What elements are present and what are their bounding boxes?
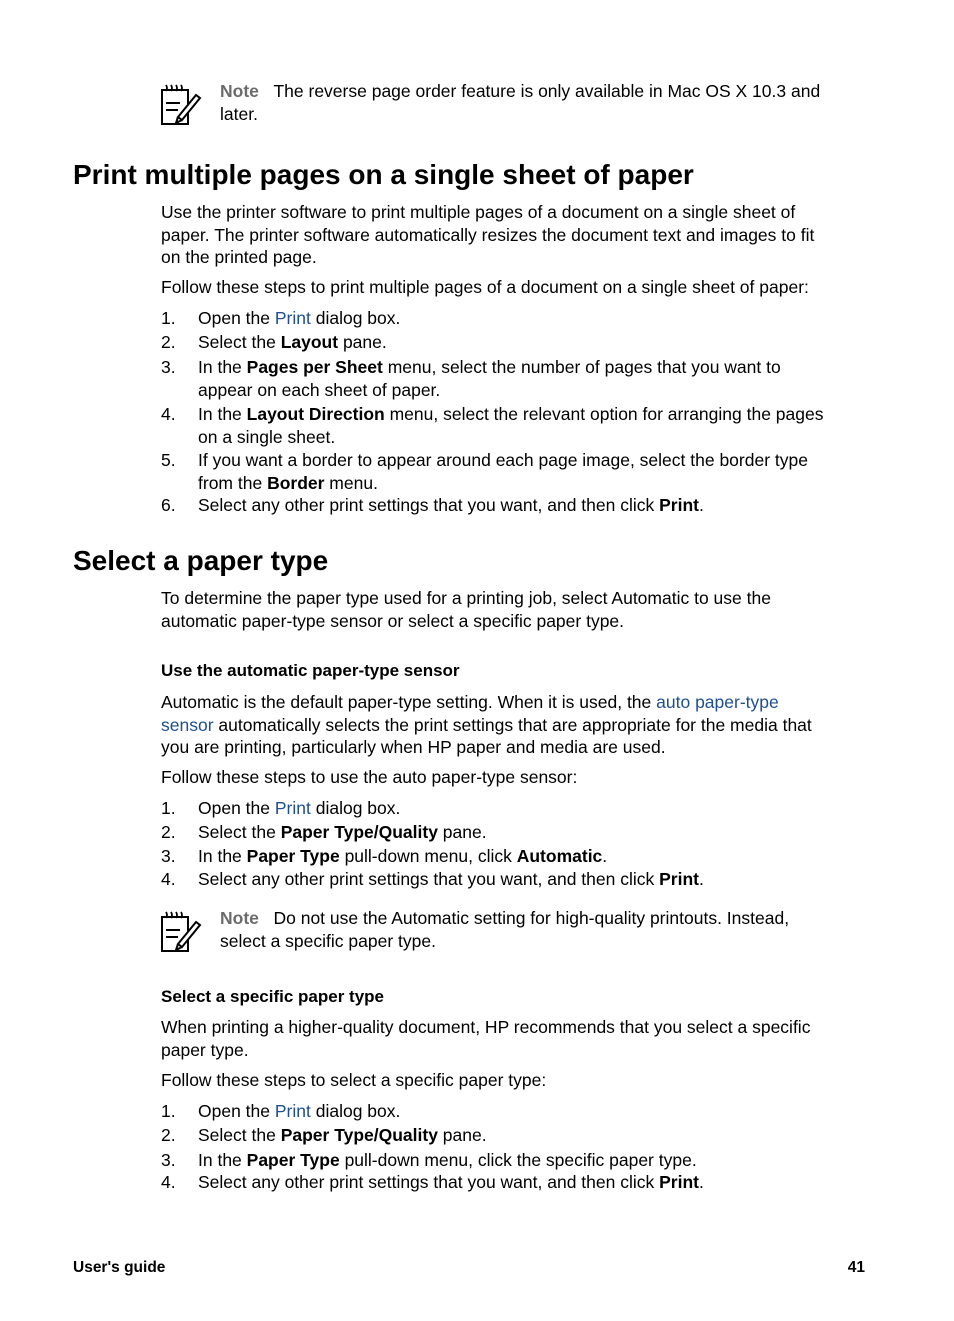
list-item — [198, 845, 863, 868]
list-item — [198, 821, 863, 844]
step-text: pane. — [437, 822, 487, 842]
step-number: 2. — [161, 1125, 176, 1145]
step-text: Open the — [198, 1101, 275, 1121]
paragraph-line: Use the printer software to print multiple pages of a document on a single sheet of — [161, 202, 796, 222]
note-label: Note — [220, 908, 259, 928]
step-text: Open the — [198, 308, 275, 328]
step-text: from the — [198, 472, 268, 493]
paragraph-line: When printing a higher-quality document, HP recommends that you select a specific — [161, 1017, 811, 1037]
note-pad-icon — [158, 910, 204, 956]
step-text: In the — [198, 1150, 247, 1170]
step-text: In the — [198, 357, 247, 377]
step-text: Select any other print settings that you want, and then click — [198, 495, 660, 515]
paragraph: Follow these steps to print multiple pages of a document on a single sheet of paper: — [161, 277, 809, 297]
note-text: The reverse page order feature is only available in Mac OS X 10.3 and — [273, 81, 821, 101]
step-number: 4. — [161, 1172, 176, 1192]
step-number: 1. — [161, 1101, 176, 1121]
step-bold: Pages per Sheet — [246, 357, 383, 377]
note-1 — [220, 80, 860, 125]
paragraph — [161, 201, 861, 269]
list-item — [198, 403, 863, 448]
step-number: 6. — [161, 495, 176, 515]
step-bold: Print — [659, 1172, 699, 1192]
paragraph: Follow these steps to select a specific paper type: — [161, 1070, 547, 1090]
list-item — [198, 331, 863, 354]
step-bold: Print — [659, 495, 699, 515]
paragraph-line: automatically selects the print settings that are appropriate for the media that — [213, 714, 812, 735]
step-bold: Paper Type — [246, 1150, 340, 1170]
paragraph-line: paper type. — [161, 1039, 249, 1060]
footer-title: User's guide — [73, 1259, 166, 1276]
note-pad-icon — [158, 83, 204, 129]
list-item — [198, 1171, 863, 1194]
paragraph-line: you are printing, particularly when HP paper and media are used. — [161, 737, 666, 757]
paragraph: Follow these steps to use the auto paper-type sensor: — [161, 767, 578, 787]
step-text: pane. — [338, 332, 387, 352]
list-item — [198, 494, 863, 517]
step-text: pull-down menu, click — [339, 846, 517, 866]
note-text: Do not use the Automatic setting for high-quality printouts. Instead, — [273, 908, 790, 928]
step-text: . — [602, 846, 608, 866]
step-text: . — [698, 495, 704, 515]
auto-paper-type-sensor-link[interactable]: auto paper-type — [656, 692, 779, 712]
step-text: dialog box. — [310, 798, 401, 818]
page-number: 41 — [847, 1259, 865, 1276]
step-text: . — [698, 1172, 704, 1192]
step-text: menu, select the relevant option for arranging the pages — [384, 404, 824, 424]
step-text: menu. — [324, 472, 378, 493]
step-number: 4. — [161, 869, 176, 889]
step-bold: Paper Type — [246, 846, 340, 866]
step-text: Select any other print settings that you want, and then click — [198, 1172, 660, 1192]
step-number: 3. — [161, 1150, 176, 1170]
step-bold: Layout Direction — [246, 404, 385, 424]
step-text: Open the — [198, 798, 275, 818]
step-text: appear on each sheet of paper. — [198, 379, 441, 400]
print-link[interactable]: Print — [274, 308, 311, 328]
step-text: If you want a border to appear around each page image, select the border type — [198, 450, 808, 470]
paragraph-line: Automatic is the default paper-type setting. When it is used, the — [161, 692, 657, 712]
step-number: 2. — [161, 332, 176, 352]
step-bold: Border — [267, 472, 325, 493]
step-text: pane. — [437, 1125, 487, 1145]
step-text: In the — [198, 404, 247, 424]
print-link[interactable]: Print — [274, 1101, 311, 1121]
step-bold: Layout — [280, 332, 339, 352]
paragraph — [161, 691, 861, 759]
subsection-title: Select a specific paper type — [161, 987, 384, 1006]
paragraph-line: automatic paper-type sensor or select a specific paper type. — [161, 610, 625, 631]
list-item — [198, 868, 863, 891]
step-text: dialog box. — [310, 1101, 401, 1121]
step-bold: Automatic — [516, 846, 603, 866]
step-text: . — [698, 869, 704, 889]
list-item — [198, 356, 863, 401]
print-link[interactable]: Print — [274, 798, 311, 818]
step-text: Select the — [198, 1125, 281, 1145]
step-number: 3. — [161, 357, 176, 377]
section-title: Select a paper type — [73, 545, 329, 576]
list-item — [198, 1100, 863, 1123]
step-text: In the — [198, 846, 247, 866]
note-text: select a specific paper type. — [220, 930, 436, 951]
step-text: Select the — [198, 332, 281, 352]
step-text: menu, select the number of pages that you want to — [382, 357, 781, 377]
paragraph — [161, 587, 861, 632]
step-number: 1. — [161, 308, 176, 328]
subsection-title: Use the automatic paper-type sensor — [161, 661, 460, 680]
step-bold: Paper Type/Quality — [280, 822, 438, 842]
step-number: 3. — [161, 846, 176, 866]
list-item — [198, 1124, 863, 1147]
step-bold: Paper Type/Quality — [280, 1125, 438, 1145]
paragraph-line: paper. The printer software automatically resizes the document text and images to fit — [161, 224, 815, 245]
step-bold: Print — [659, 869, 699, 889]
paragraph-line: To determine the paper type used for a printing job, select Automatic to use the — [161, 588, 771, 608]
step-number: 5. — [161, 450, 176, 470]
list-item — [198, 1149, 863, 1172]
step-text: Select the — [198, 822, 281, 842]
auto-paper-type-sensor-link[interactable]: sensor — [161, 714, 214, 735]
paragraph-line: on the printed page. — [161, 247, 317, 267]
step-number: 1. — [161, 798, 176, 818]
list-item — [198, 449, 863, 494]
step-number: 2. — [161, 822, 176, 842]
step-text: Select any other print settings that you want, and then click — [198, 869, 660, 889]
step-text: pull-down menu, click the specific paper type. — [339, 1150, 697, 1170]
note-label: Note — [220, 81, 259, 101]
list-item — [198, 797, 863, 820]
note-2 — [220, 907, 860, 952]
step-text: dialog box. — [310, 308, 401, 328]
paragraph — [161, 1016, 861, 1061]
list-item — [198, 307, 863, 330]
note-text: later. — [220, 103, 258, 124]
step-number: 4. — [161, 404, 176, 424]
section-title: Print multiple pages on a single sheet of paper — [73, 159, 694, 190]
step-text: on a single sheet. — [198, 426, 336, 447]
